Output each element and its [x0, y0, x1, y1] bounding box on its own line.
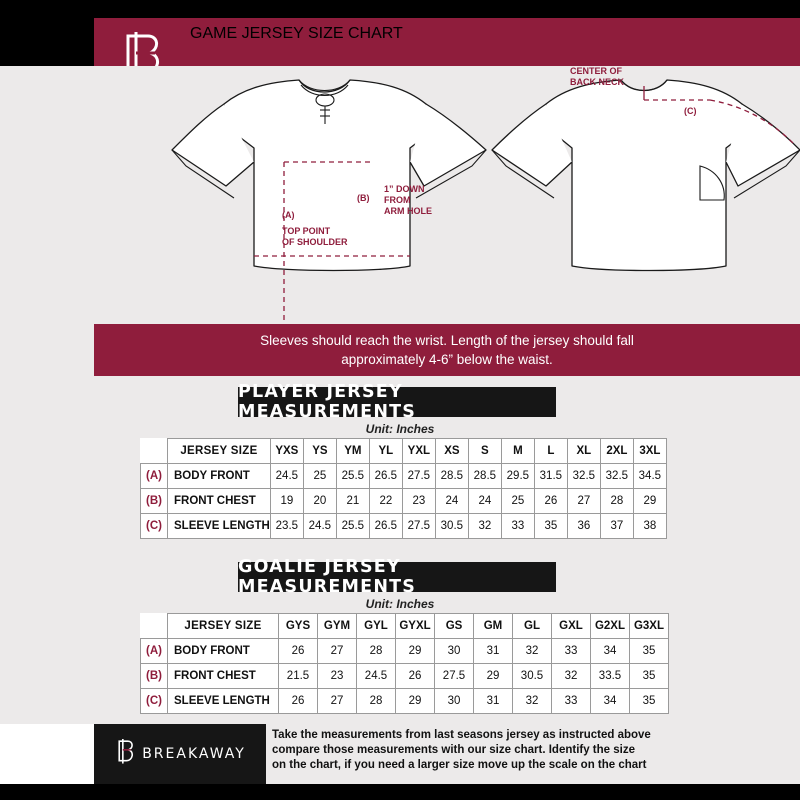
size-header-YS: YS — [303, 439, 336, 464]
measurement-cell: 30 — [435, 639, 474, 664]
size-header-M: M — [501, 439, 534, 464]
measurement-cell: 20 — [303, 489, 336, 514]
size-header-YXL: YXL — [402, 439, 435, 464]
table-row — [141, 689, 669, 714]
measurement-cell: 27.5 — [435, 664, 474, 689]
row-label: BODY FRONT — [168, 464, 271, 489]
measurement-cell: 26.5 — [369, 514, 402, 539]
size-header-YL: YL — [369, 439, 402, 464]
measurement-cell: 35 — [630, 639, 669, 664]
size-header-G3XL: G3XL — [630, 614, 669, 639]
measurement-cell: 37 — [600, 514, 633, 539]
player-section-title-text: PLAYER JERSEY MEASUREMENTS — [238, 382, 417, 422]
svg-text:OF SHOULDER: OF SHOULDER — [282, 237, 348, 247]
measurement-cell: 33 — [552, 689, 591, 714]
instruction-line-1: Sleeves should reach the wrist. Length of the jersey should fall — [260, 333, 634, 348]
label-marker-c: (C) — [684, 106, 697, 116]
footer-brand-block — [94, 724, 266, 784]
measurement-cell: 28 — [357, 639, 396, 664]
label-marker-b: (B) — [357, 193, 370, 203]
size-header-GM: GM — [474, 614, 513, 639]
header-spacer — [141, 614, 168, 639]
size-header-2XL: 2XL — [600, 439, 633, 464]
measurement-cell: 28 — [600, 489, 633, 514]
row-label: SLEEVE LENGTH — [168, 689, 279, 714]
measurement-cell: 29 — [396, 689, 435, 714]
size-header-GYXL: GYXL — [396, 614, 435, 639]
bottom-black-bar — [0, 784, 800, 800]
measurement-cell: 26.5 — [369, 464, 402, 489]
table-row — [141, 664, 669, 689]
size-label-cell: JERSEY SIZE — [168, 439, 271, 464]
footer — [0, 724, 800, 784]
goalie-unit-label: Unit: Inches — [365, 597, 435, 611]
row-tag: (A) — [141, 639, 168, 664]
label-marker-a: (A) — [282, 210, 295, 220]
measurement-cell: 28 — [357, 689, 396, 714]
top-black-bar — [0, 0, 800, 18]
measurement-cell: 26 — [534, 489, 567, 514]
measurement-cell: 24.5 — [357, 664, 396, 689]
measurement-cell: 32 — [513, 639, 552, 664]
player-measurements-table — [140, 438, 667, 539]
measurement-cell: 27 — [318, 689, 357, 714]
size-header-YXS: YXS — [270, 439, 303, 464]
measurement-cell: 33 — [552, 639, 591, 664]
measurement-cell: 30.5 — [513, 664, 552, 689]
measurement-cell: 24.5 — [303, 514, 336, 539]
measurement-cell: 21 — [336, 489, 369, 514]
page-title-text: GAME JERSEY SIZE CHART — [190, 25, 403, 42]
goalie-measurements-table — [140, 613, 669, 714]
svg-text:BACK NECK: BACK NECK — [570, 77, 624, 87]
measurement-cell: 28.5 — [468, 464, 501, 489]
goalie-section-title — [238, 557, 556, 597]
size-header-XL: XL — [567, 439, 600, 464]
size-header-GL: GL — [513, 614, 552, 639]
measurement-cell: 31 — [474, 689, 513, 714]
measurement-cell: 23.5 — [270, 514, 303, 539]
measurement-cell: 31 — [474, 639, 513, 664]
measurement-cell: 27 — [318, 639, 357, 664]
measurement-cell: 23 — [402, 489, 435, 514]
row-tag: (A) — [141, 464, 168, 489]
table-header-row — [141, 614, 669, 639]
size-header-G2XL: G2XL — [591, 614, 630, 639]
size-label-cell: JERSEY SIZE — [168, 614, 279, 639]
measurement-cell: 32 — [552, 664, 591, 689]
measurement-cell: 26 — [279, 689, 318, 714]
measurement-cell: 29 — [396, 639, 435, 664]
measurement-cell: 35 — [534, 514, 567, 539]
measurement-cell: 26 — [279, 639, 318, 664]
measurement-cell: 24 — [435, 489, 468, 514]
breakaway-b-logo-icon — [114, 739, 136, 770]
measurement-cell: 33.5 — [591, 664, 630, 689]
measurement-cell: 29.5 — [501, 464, 534, 489]
footer-note-line-2: compare those measurements with our size chart. Identify the size — [272, 744, 635, 756]
footer-note-line-3: on the chart, if you need a larger size move up the scale on the chart — [272, 759, 647, 771]
measurement-cell: 27 — [567, 489, 600, 514]
measurement-cell: 32.5 — [600, 464, 633, 489]
measurement-cell: 27.5 — [402, 514, 435, 539]
svg-text:ARM HOLE: ARM HOLE — [384, 206, 432, 216]
jersey-illustration — [94, 66, 800, 321]
row-tag: (B) — [141, 489, 168, 514]
instruction-line-2: approximately 4-6” below the waist. — [341, 352, 553, 367]
size-header-L: L — [534, 439, 567, 464]
measurement-cell: 38 — [633, 514, 666, 539]
measurement-cell: 27.5 — [402, 464, 435, 489]
measurement-cell: 29 — [633, 489, 666, 514]
svg-text:1” DOWN: 1” DOWN — [384, 184, 425, 194]
size-header-3XL: 3XL — [633, 439, 666, 464]
row-label: SLEEVE LENGTH — [168, 514, 271, 539]
row-tag: (C) — [141, 689, 168, 714]
table-row — [141, 464, 667, 489]
measurement-cell: 35 — [630, 689, 669, 714]
svg-text:TOP POINT: TOP POINT — [282, 226, 331, 236]
size-header-GS: GS — [435, 614, 474, 639]
header-spacer — [141, 439, 168, 464]
measurement-cell: 21.5 — [279, 664, 318, 689]
svg-text:FROM: FROM — [384, 195, 411, 205]
measurement-cell: 25 — [501, 489, 534, 514]
size-header-XS: XS — [435, 439, 468, 464]
measurement-cell: 31.5 — [534, 464, 567, 489]
measurement-cell: 34.5 — [633, 464, 666, 489]
measurement-cell: 32 — [513, 689, 552, 714]
row-label: FRONT CHEST — [168, 664, 279, 689]
footer-brand-text: BREAKAWAY — [142, 746, 246, 762]
measurement-cell: 29 — [474, 664, 513, 689]
measurement-cell: 23 — [318, 664, 357, 689]
footer-note — [272, 728, 792, 773]
table-row — [141, 514, 667, 539]
measurement-cell: 24 — [468, 489, 501, 514]
row-tag: (B) — [141, 664, 168, 689]
size-header-YM: YM — [336, 439, 369, 464]
measurement-cell: 30 — [435, 689, 474, 714]
row-tag: (C) — [141, 514, 168, 539]
footer-note-line-1: Take the measurements from last seasons jersey as instructed above — [272, 729, 651, 741]
instruction-band — [94, 324, 800, 376]
size-header-GYL: GYL — [357, 614, 396, 639]
measurement-cell: 22 — [369, 489, 402, 514]
measurement-cell: 33 — [501, 514, 534, 539]
size-header-GYS: GYS — [279, 614, 318, 639]
measurement-cell: 25 — [303, 464, 336, 489]
table-row — [141, 639, 669, 664]
player-unit-label: Unit: Inches — [365, 422, 435, 436]
svg-text:CENTER OF: CENTER OF — [570, 66, 623, 76]
size-header-GYM: GYM — [318, 614, 357, 639]
measurement-cell: 35 — [630, 664, 669, 689]
measurement-cell: 25.5 — [336, 514, 369, 539]
measurement-cell: 36 — [567, 514, 600, 539]
header-black-block — [0, 18, 94, 66]
measurement-cell: 34 — [591, 689, 630, 714]
size-header-GXL: GXL — [552, 614, 591, 639]
measurement-cell: 25.5 — [336, 464, 369, 489]
table-row — [141, 489, 667, 514]
measurement-cell: 26 — [396, 664, 435, 689]
table-header-row — [141, 439, 667, 464]
measurement-cell: 32.5 — [567, 464, 600, 489]
measurement-cell: 34 — [591, 639, 630, 664]
row-label: BODY FRONT — [168, 639, 279, 664]
player-section-title — [238, 382, 556, 422]
footer-white-block — [0, 724, 94, 784]
measurement-cell: 19 — [270, 489, 303, 514]
measurement-cell: 32 — [468, 514, 501, 539]
row-label: FRONT CHEST — [168, 489, 271, 514]
measurement-cell: 30.5 — [435, 514, 468, 539]
measurement-cell: 24.5 — [270, 464, 303, 489]
measurement-cell: 28.5 — [435, 464, 468, 489]
goalie-section-title-text: GOALIE JERSEY MEASUREMENTS — [238, 557, 417, 597]
size-header-S: S — [468, 439, 501, 464]
